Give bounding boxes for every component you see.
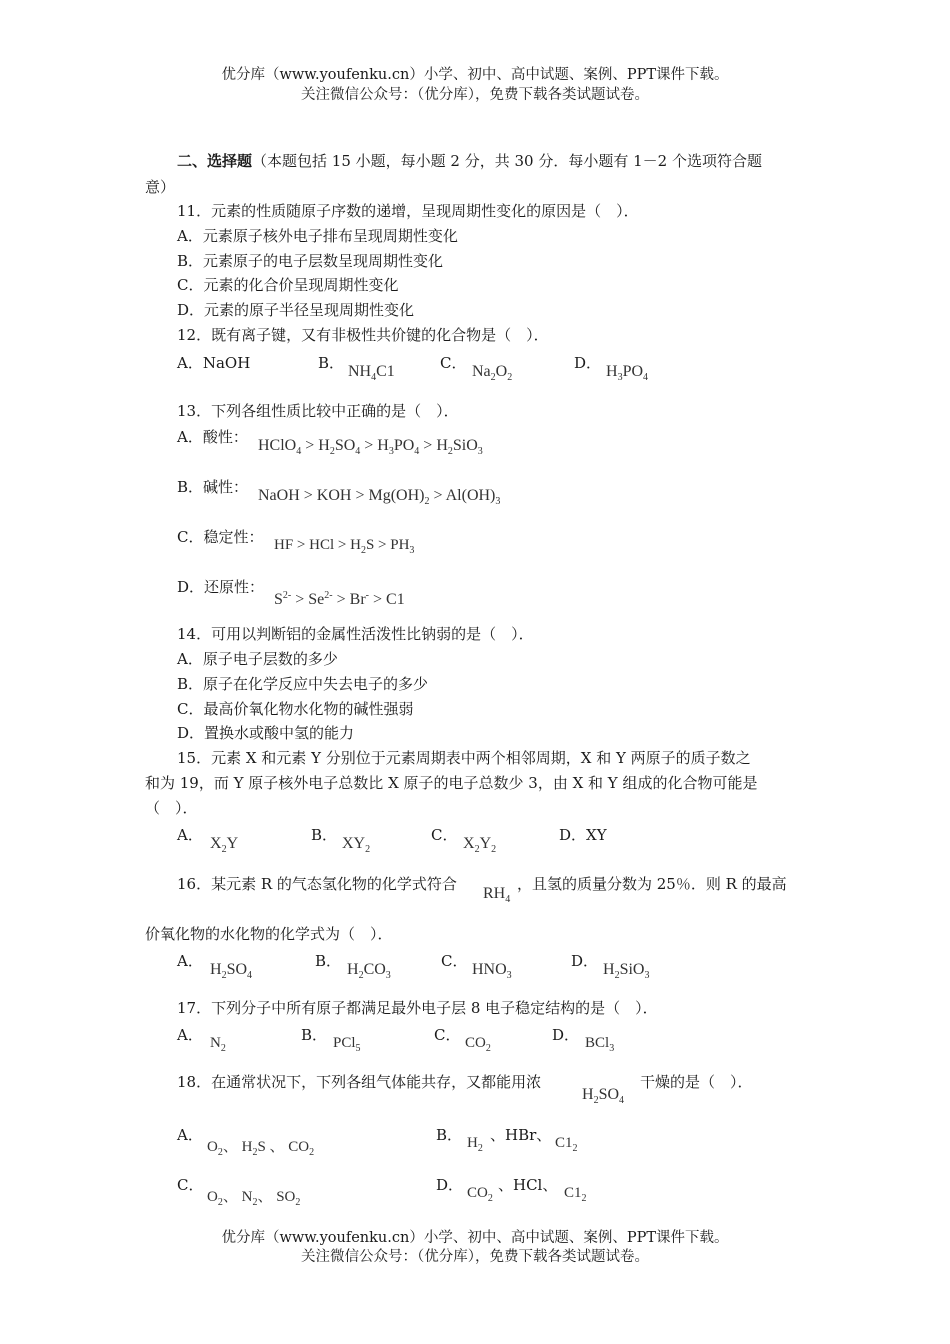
q17-option-d: D． [552,1026,580,1044]
q18-option-d: D． [436,1176,464,1194]
q18-formula-d-co2: $CO_2$ [467,1185,493,1204]
q12-stem: 12．既有离子键，又有非极性共价键的化合物是（ ）． [177,326,549,344]
q18-formula-d-cl2: $C1_2$ [564,1185,587,1204]
q15-option-c: C． [431,826,458,844]
q16-option-b: B． [315,952,342,970]
q15-stem-1: 15．元素 X 和元素 Y 分别位于元素周期表中两个相邻周期，X 和 Y 两原子的质子数之 [177,749,751,767]
q14-stem: 14．可用以判断铝的金属性活泼性比钠弱的是（ ）． [177,625,534,643]
q16-option-a: A． [177,952,203,970]
q13-formula-b: NaOH > KOH > $Mg(OH)_2 > Al(OH)_3$ [258,487,501,507]
q12-formula-c: $Na_2O_2$ [472,363,513,383]
header-line-2: 关注微信公众号：（优分库），免费下载各类试题试卷。 [301,87,649,103]
q18-formula-b-h2: $H_2$ [467,1135,483,1154]
q16-formula-a: $H_2SO_4$ [210,961,253,981]
footer-line-1: 优分库（www.youfenku.cn）小学、初中、高中试题、案例、PPT课件下载。 [221,1230,729,1246]
q16-formula-rh4: $RH_4$ [483,885,511,905]
q15-formula-c: $X_2Y_2$ [463,835,497,855]
q12-option-b: B． [318,354,345,372]
q15-option-b: B． [311,826,338,844]
q12-formula-b: $NH_4C1$ [348,363,395,383]
q16-formula-c: $HNO_3$ [472,961,512,981]
q13-formula-c: HF > HCl > $H_2S > PH_3$ [274,537,415,556]
section-desc-1: （本题包括 15 小题，每小题 2 分，共 30 分．每小题有 1－2 个选项符合题 [252,152,762,170]
q17-formula-b: PCl$_5$ [333,1035,361,1054]
q18-option-a: A． [177,1126,203,1144]
q18-stem-1: 18．在通常状况下，下列各组气体能共存，又都能用浓 [177,1073,542,1091]
q13-stem: 13．下列各组性质比较中正确的是（ ）． [177,402,459,420]
q14-option-d: D．置换水或酸中氢的能力 [177,724,355,742]
q11-option-c: C．元素的化合价呈现周期性变化 [177,276,399,294]
q15-stem-2: 和为 19，而 Y 原子核外电子总数比 X 原子的电子总数少 3，由 X 和 Y 组成的化合物可能是 [145,774,758,792]
q14-option-c: C．最高价氧化物水化物的碱性强弱 [177,700,414,718]
q15-option-d: D．XY [559,826,607,844]
q13-option-b: B．碱性： [177,478,249,496]
q18-stem-1b: 干燥的是（ ）． [640,1073,753,1091]
q12-option-c: C． [440,354,467,372]
q15-formula-b: $XY_2$ [342,835,371,855]
q11-option-a: A．元素原子核外电子排布呈现周期性变化 [177,227,458,245]
q13-option-d: D．还原性： [177,578,265,596]
q14-option-b: B．原子在化学反应中失去电子的多少 [177,675,429,693]
q18-formula-c: $O_2$、 $N_2$、 $SO_2$ [207,1189,301,1208]
q16-option-d: D． [571,952,599,970]
q15-option-a: A． [177,826,203,844]
q13-formula-d: $S^{2-} > Se^{2-} > Br^- > C1$ [274,590,405,608]
q18-option-b-text: 、HBr、 [490,1126,552,1144]
q13-option-c: C．稳定性： [177,528,264,546]
q11-stem: 11．元素的性质随原子序数的递增，呈现周期性变化的原因是（ ）． [177,202,639,220]
q12-option-d: D． [574,354,602,372]
q18-formula-a: $O_2$、 $H_2S$ 、 $CO_2$ [207,1139,315,1158]
q16-stem-1: 16．某元素 R 的气态氢化物的化学式符合 [177,875,457,893]
q11-option-d: D．元素的原子半径呈现周期性变化 [177,301,415,319]
q17-formula-a: $N_2$ [210,1035,226,1054]
q14-option-a: A．原子电子层数的多少 [177,650,338,668]
footer-line-2: 关注微信公众号：（优分库），免费下载各类试题试卷。 [301,1249,649,1265]
q16-option-c: C． [441,952,468,970]
q18-formula-b-cl2: $C1_2$ [555,1135,578,1154]
q16-stem-1b: ，且氢的质量分数为 25％．则 R 的最高 [517,875,787,893]
q11-option-b: B．元素原子的电子层数呈现周期性变化 [177,252,444,270]
header-line-1: 优分库（www.youfenku.cn）小学、初中、高中试题、案例、PPT课件下载。 [221,67,729,83]
q17-formula-c: $CO_2$ [465,1035,491,1054]
q12-option-a: A．NaOH [177,354,251,372]
q18-option-d-text: 、HCl、 [498,1176,558,1194]
q15-stem-3: （ ）． [145,799,198,817]
q17-option-a: A． [177,1026,203,1044]
q12-formula-d: $H_3PO_4$ [606,363,649,383]
q18-option-b: B． [436,1126,463,1144]
q17-stem: 17．下列分子中所有原子都满足最外电子层 8 电子稳定结构的是（ ）． [177,999,658,1017]
section-title: 二、选择题 [177,152,253,170]
q18-option-c: C． [177,1176,204,1194]
q17-option-b: B． [301,1026,328,1044]
q17-formula-d: BCl$_3$ [585,1035,615,1054]
q16-stem-2: 价氧化物的水化物的化学式为（ ）． [145,925,393,943]
section-heading [177,151,762,171]
q16-formula-b: $H_2CO_3$ [347,961,391,981]
q13-option-a: A．酸性： [177,428,248,446]
q15-formula-a: $X_2Y$ [210,835,239,855]
q16-formula-d: $H_2SiO_3$ [603,961,650,981]
q13-formula-a: HClO$_4$ > $H_2SO_4 > H_3PO_4 > H_2SiO_3$ [258,437,483,457]
section-desc-2: 意） [145,178,176,196]
q17-option-c: C． [434,1026,461,1044]
q18-formula-h2so4: $H_2SO_4$ [582,1086,625,1106]
